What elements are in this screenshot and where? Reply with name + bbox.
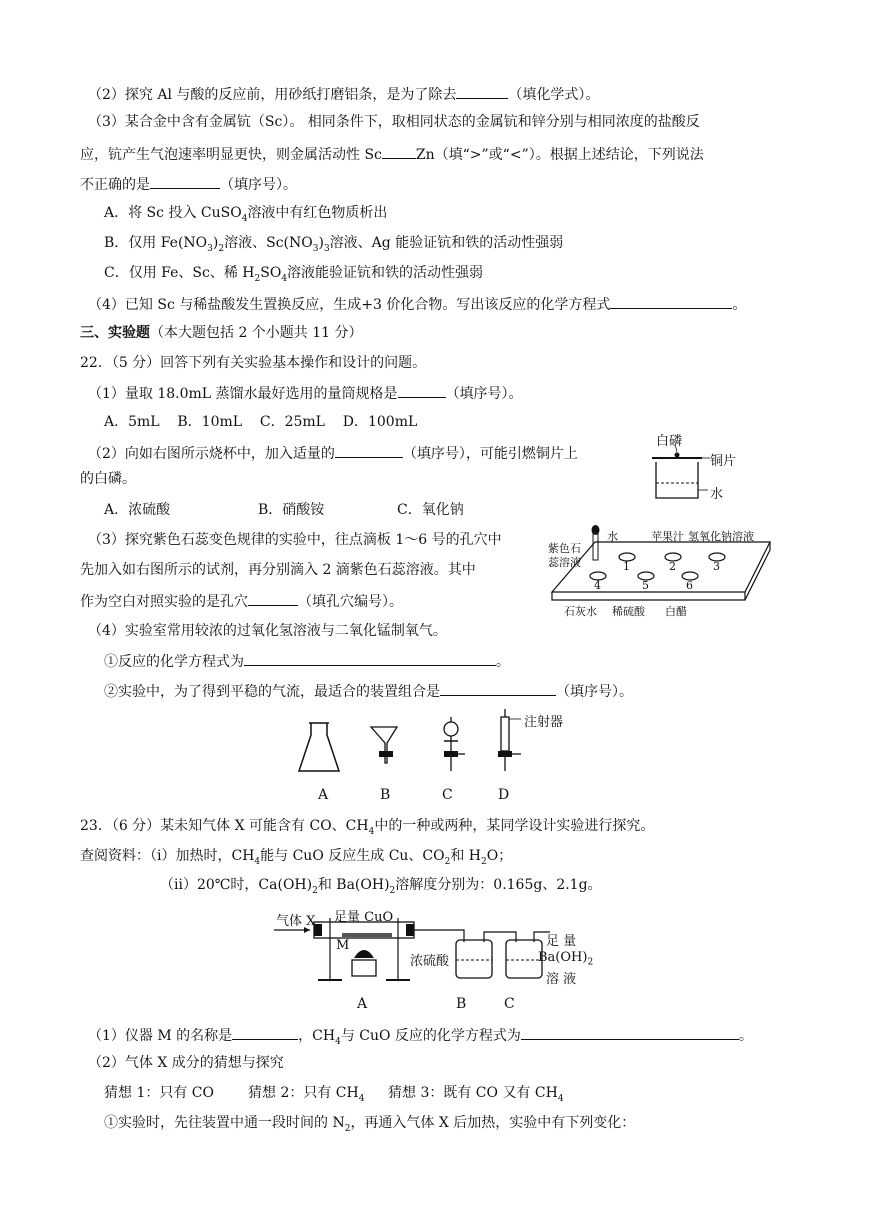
text: ②实验中，为了得到平稳的气流，最适合的装置组合是 <box>104 684 440 700</box>
q23-part1 <box>88 1025 753 1051</box>
q22-part1 <box>88 383 523 403</box>
q21-part3-line1: （3）某合金中含有金属钪（Sc）。 相同条件下，取相同状态的金属钪和锌分别与相同浓度的盐酸反 <box>88 114 700 130</box>
connector-tube <box>414 930 464 942</box>
white-phosphorus <box>675 453 680 458</box>
label-copper: 铜片 <box>710 454 737 469</box>
label-naoh: 氢氧化钠溶液 <box>688 530 754 543</box>
q22-part4: （4）实验室常用较浓的过氧化氢溶液与二氧化锰制氧气。 <box>88 623 447 639</box>
apparatus-label-d: D <box>498 787 510 803</box>
text: 不正确的是 <box>80 177 150 193</box>
text: 能与 CuO 反应生成 Cu、CO <box>260 848 445 864</box>
section-title: 三、实验题 <box>80 325 150 341</box>
label-white-phosphorus: 白磷 <box>656 434 683 449</box>
flame <box>354 950 374 958</box>
beaker <box>656 462 698 498</box>
text: 和 Ba(OH) <box>317 877 390 893</box>
q21-part4 <box>88 294 746 314</box>
text: SO <box>260 265 282 281</box>
text: （2）探究 Al 与酸的反应前，用砂纸打磨铝条，是为了除去 <box>88 87 457 103</box>
subscript: 3 <box>207 243 213 254</box>
plate-side <box>552 542 770 600</box>
text: （填序号）。 <box>445 386 523 402</box>
text: （ⅱ）20℃时，Ca(OH) <box>160 877 313 893</box>
text: 。 <box>738 1028 753 1044</box>
q21-option-c <box>104 264 483 288</box>
conical-flask <box>299 723 339 771</box>
subscript: 4 <box>241 213 248 224</box>
label-litmus: 紫色石 <box>548 542 581 555</box>
answer-blank[interactable] <box>248 591 298 606</box>
text: 猜想 2：只有 CH <box>248 1085 359 1101</box>
text: C．仅用 Fe、Sc、稀 H <box>104 265 255 281</box>
alcohol-lamp <box>352 960 376 976</box>
text: ) <box>318 235 324 251</box>
text: （填序号）。 <box>556 684 633 700</box>
label-excess: 足 量 <box>546 934 577 949</box>
q22-part1-options: A．5mL B．10mL C．25mL D．100mL <box>104 414 418 430</box>
well-number: 4 <box>594 579 601 592</box>
q22-stem: 22．（5 分）回答下列有关实验基本操作和设计的问题。 <box>80 355 427 371</box>
subscript: 4 <box>254 856 261 867</box>
text: Zn（填“>”或“<”）。根据上述结论，下列说法 <box>415 147 704 163</box>
answer-blank[interactable] <box>150 174 220 189</box>
subscript: 4 <box>335 1036 341 1047</box>
text: ①实验时，先往装置中通一段时间的 N <box>104 1115 345 1131</box>
text: （2）向如右图所示烧杯中，加入适量的 <box>88 446 335 462</box>
answer-blank[interactable] <box>440 681 556 696</box>
q23-guess2 <box>248 1084 364 1108</box>
text: ) <box>212 235 219 251</box>
label-limewater: 石灰水 <box>564 605 597 618</box>
label-cuo: 足量 CuO <box>334 910 394 925</box>
text: 。 <box>732 297 747 313</box>
syringe-barrel <box>501 717 509 751</box>
text: （1）量取 18.0mL 蒸馏水最好选用的量筒规格是 <box>88 386 398 402</box>
apparatus-figure <box>295 705 555 780</box>
label-conc-sulfuric-acid: 浓硫酸 <box>410 954 450 969</box>
label-baoh2 <box>538 950 593 968</box>
dropper-bulb <box>592 525 600 535</box>
subscript: 2 <box>587 957 594 968</box>
section-note: （本大题包括 2 个小题共 11 分） <box>150 325 363 341</box>
q22-option-b: B．硝酸铵 <box>258 502 325 518</box>
label-water: 水 <box>710 487 724 502</box>
text: 溶液中有红色物质析出 <box>247 205 388 221</box>
subscript: 2 <box>481 856 487 867</box>
subscript: 4 <box>281 273 288 284</box>
subscript: 3 <box>323 243 330 254</box>
q23-guess1: 猜想 1：只有 CO <box>104 1085 214 1101</box>
apparatus-label-c: C <box>442 787 453 803</box>
q22-option-c: C．氧化钠 <box>397 502 464 518</box>
setup-label-a: A <box>357 996 368 1012</box>
q23-guess3 <box>388 1084 564 1108</box>
label-litmus: 蕊溶液 <box>548 556 581 569</box>
experiment-setup-figure <box>270 900 590 995</box>
answer-blank[interactable] <box>610 294 732 309</box>
bottle-c <box>506 940 542 978</box>
subscript: 2 <box>344 1123 351 1134</box>
text: 作为空白对照实验的是孔穴 <box>80 594 248 610</box>
text: （填化学式）。 <box>508 87 600 103</box>
subscript: 4 <box>368 826 375 837</box>
apparatus-label-b: B <box>380 787 391 803</box>
q23-reference-1 <box>80 847 512 871</box>
text: 。 <box>496 654 510 670</box>
stopper-right <box>406 924 414 936</box>
text: （填序号），可能引燃铜片上 <box>402 446 578 462</box>
separatory-funnel-bulb <box>444 722 458 736</box>
subscript: 4 <box>557 1093 564 1104</box>
cuo-powder <box>342 933 392 937</box>
text: ①反应的化学方程式为 <box>104 654 244 670</box>
subscript: 2 <box>312 885 318 896</box>
text: （4）已知 Sc 与稀盐酸发生置换反应，生成+3 价化合物。写出该反应的化学方程式 <box>88 297 611 313</box>
text: 查阅资料：（ⅰ）加热时，CH <box>80 848 255 864</box>
text: 溶液、Sc(NO <box>224 235 313 251</box>
setup-label-b: B <box>456 996 467 1012</box>
well-number: 2 <box>669 560 676 573</box>
text: 和 H <box>450 848 482 864</box>
q22-part2-cont: 的白磷。 <box>80 471 136 487</box>
plate-top <box>552 542 770 592</box>
well-number: 5 <box>642 579 649 592</box>
label-solution: 溶 液 <box>546 972 577 987</box>
text: 与 CuO 反应的化学方程式为 <box>340 1028 521 1044</box>
subscript: 2 <box>254 273 261 284</box>
subscript: 4 <box>358 1093 365 1104</box>
text: A．将 Sc 投入 CuSO <box>104 205 242 221</box>
subscript: 2 <box>389 885 396 896</box>
text: 应，钪产生气泡速率明显更快，则金属活动性 Sc <box>80 147 382 163</box>
text: 溶液能验证钪和铁的活动性强弱 <box>287 265 484 281</box>
q23-reference-2 <box>160 876 602 900</box>
label-apple-juice: 苹果汁 <box>651 530 684 543</box>
text: 溶解度分别为：0.165g、2.1g。 <box>395 877 602 893</box>
q22-part4-2 <box>104 681 633 701</box>
label-dilute-acid: 稀硫酸 <box>612 605 645 618</box>
well-number: 3 <box>713 560 720 573</box>
text: B．仅用 Fe(NO <box>104 235 208 251</box>
text: 中的一种或两种，某同学设计实验进行探究。 <box>374 818 655 834</box>
label-gas-x: 气体 X <box>276 914 316 929</box>
section-heading <box>80 324 363 342</box>
answer-blank[interactable] <box>398 383 446 398</box>
q21-option-b <box>104 234 563 258</box>
q21-part2 <box>88 84 599 104</box>
q22-part3-line3 <box>80 591 403 611</box>
q23-part2: （2）气体 X 成分的猜想与探究 <box>88 1055 284 1071</box>
label-water: 水 <box>607 530 618 543</box>
stopper <box>379 751 393 757</box>
text: ，CH <box>298 1028 336 1044</box>
text: （填孔穴编号）。 <box>298 594 403 610</box>
q21-option-a <box>104 204 387 228</box>
text: O； <box>486 848 513 864</box>
funnel <box>371 727 397 763</box>
label-vinegar: 白醋 <box>665 605 687 618</box>
q21-part3-line2 <box>80 144 704 164</box>
answer-blank[interactable] <box>335 443 403 458</box>
stopper <box>498 751 512 757</box>
apparatus-label-a: A <box>318 787 329 803</box>
text: 23．（6 分）某未知气体 X 可能含有 CO、CH <box>80 818 369 834</box>
q23-stem <box>80 817 654 841</box>
text: 猜想 3：既有 CO 又有 CH <box>388 1085 558 1101</box>
answer-blank[interactable] <box>456 84 508 99</box>
q21-part3-line3 <box>80 174 297 194</box>
stopper <box>444 751 458 757</box>
subscript: 2 <box>218 243 225 254</box>
text: （填序号）。 <box>220 177 297 193</box>
q22-part3-line2: 先加入如右图所示的试剂，再分别滴入 2 滴紫色石蕊溶液。其中 <box>80 562 476 578</box>
q22-part2 <box>88 443 578 463</box>
answer-blank[interactable] <box>521 1025 739 1040</box>
q23-step1 <box>104 1114 635 1138</box>
label-instrument-m: M <box>336 938 350 953</box>
label-syringe: 注射器 <box>524 715 564 730</box>
text: ，再通入气体 X 后加热，实验中有下列变化： <box>350 1115 636 1131</box>
subscript: 2 <box>444 856 451 867</box>
answer-blank[interactable] <box>382 144 416 159</box>
text: 溶液、Ag 能验证钪和铁的活动性强弱 <box>329 235 564 251</box>
answer-blank[interactable] <box>232 1025 298 1040</box>
bottle-b <box>456 940 492 978</box>
subscript: 3 <box>312 243 319 254</box>
answer-blank[interactable] <box>244 651 496 666</box>
q22-part4-1 <box>104 651 510 671</box>
setup-label-c: C <box>504 996 515 1012</box>
q22-part3-line1: （3）探究紫色石蕊变色规律的实验中，往点滴板 1～6 号的孔穴中 <box>88 532 502 548</box>
text: Ba(OH) <box>538 950 588 965</box>
well-number: 1 <box>623 560 630 573</box>
q22-option-a: A．浓硫酸 <box>104 502 171 518</box>
text: （1）仪器 M 的名称是 <box>88 1028 233 1044</box>
well-number: 6 <box>686 579 693 592</box>
